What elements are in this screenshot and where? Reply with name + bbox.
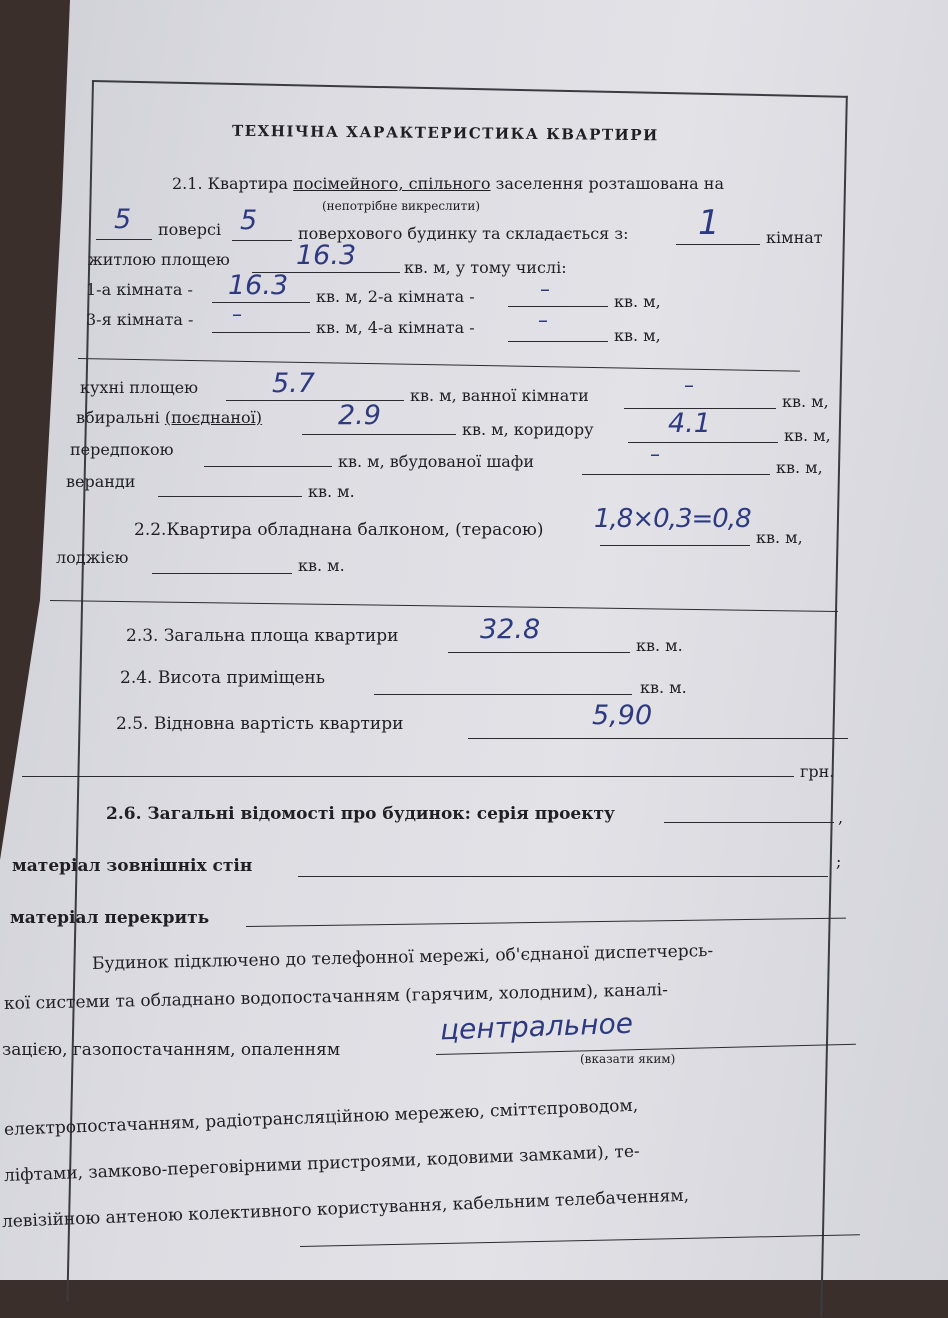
value-label: 2.5. Відновна вартість квартири xyxy=(116,714,404,734)
room2-unit: кв. м, xyxy=(614,292,661,311)
floor-value: 5 xyxy=(114,204,132,235)
bath-unit: кв. м, xyxy=(782,392,829,411)
room1-value: 16.3 xyxy=(228,270,289,301)
corridor-value: 4.1 xyxy=(668,408,711,439)
living-value: 16.3 xyxy=(296,240,357,271)
rooms-value: 1 xyxy=(698,203,720,243)
utilities-line-5: ліфтами, замково-переговірними пристроями, кодовими замками), те- xyxy=(3,1141,641,1186)
rooms-label: кімнат xyxy=(766,228,823,247)
balcony-label: 2.2.Квартира обладнана балконом, (терасою) xyxy=(134,520,544,540)
walls-label: матеріал зовнішніх стін xyxy=(12,856,253,876)
value-value: 5,90 xyxy=(592,700,653,731)
hall-label: передпокою xyxy=(70,440,174,459)
corridor-unit: кв. м, xyxy=(784,426,831,445)
kitchen-value: 5.7 xyxy=(272,368,315,399)
balcony-unit: кв. м, xyxy=(756,528,803,547)
toilet-label: вбиральні (поєднаної) xyxy=(76,408,263,427)
ceiling-label: матеріал перекрить xyxy=(10,908,210,928)
kitchen-label: кухні площею xyxy=(80,378,199,397)
total-area-label: 2.3. Загальна площа квартири xyxy=(126,626,399,646)
room4-label: кв. м, 4-а кімната - xyxy=(316,318,475,337)
utilities-line-3: зацією, газопостачанням, опаленням xyxy=(2,1040,341,1060)
closet-unit: кв. м, xyxy=(776,458,823,477)
room4-unit: кв. м, xyxy=(614,326,661,345)
room3-label: 3-я кімната - xyxy=(86,310,194,329)
heating-note: (вказати яким) xyxy=(580,1052,676,1066)
room1-label: 1-а кімната - xyxy=(86,280,193,299)
bath-label: кв. м, ванної кімнати xyxy=(410,386,589,405)
utilities-line-4: електропостачанням, радіотрансляційною мережею, сміттєпроводом, xyxy=(3,1095,639,1140)
bath-value: – xyxy=(684,373,694,397)
veranda-unit: кв. м. xyxy=(308,482,355,501)
room3-value: – xyxy=(232,302,242,326)
room2-value: – xyxy=(540,277,550,301)
total-area-unit: кв. м. xyxy=(636,636,683,655)
utilities-line-6: левізійною антеною колективного користування, кабельним телебаченням, xyxy=(1,1185,690,1232)
height-label: 2.4. Висота приміщень xyxy=(120,668,326,688)
toilet-value: 2.9 xyxy=(338,400,381,431)
floors-label: поверхового будинку та складається з: xyxy=(298,224,629,243)
s21-intro: 2.1. Квартира посімейного, спільного заселення розташована на xyxy=(172,174,725,193)
page-title: ТЕХНІЧНА ХАРАКТЕРИСТИКА КВАРТИРИ xyxy=(231,121,659,145)
closet-value: – xyxy=(650,442,660,466)
living-label: житлою площею xyxy=(88,250,230,269)
building-info-label: 2.6. Загальні відомості про будинок: серія проекту xyxy=(106,804,615,824)
room4-value: – xyxy=(538,308,548,332)
living-unit: кв. м, у тому числі: xyxy=(404,258,567,277)
loggia-unit: кв. м. xyxy=(298,556,345,575)
loggia-label: лоджією xyxy=(56,548,129,567)
heating-value: центральное xyxy=(439,1006,634,1047)
floors-value: 5 xyxy=(240,205,258,236)
utilities-line-2: кої системи та обладнано водопостачанням (гарячим, холодним), каналі- xyxy=(3,980,669,1014)
s21-note: (непотрібне викреслити) xyxy=(322,199,480,213)
balcony-value: 1,8×0,3=0,8 xyxy=(594,504,751,534)
room2-label: кв. м, 2-а кімната - xyxy=(316,287,475,306)
utilities-line-1: Будинок підключено до телефонної мережі, об'єднаної диспетчерсь- xyxy=(91,940,714,974)
closet-label: кв. м, вбудованої шафи xyxy=(338,452,534,471)
total-area-value: 32.8 xyxy=(480,614,541,645)
value-unit: грн. xyxy=(800,762,835,781)
veranda-label: веранди xyxy=(66,472,136,491)
height-unit: кв. м. xyxy=(640,678,687,697)
corridor-label: кв. м, коридору xyxy=(462,420,594,439)
floor-label: поверсі xyxy=(158,220,222,239)
